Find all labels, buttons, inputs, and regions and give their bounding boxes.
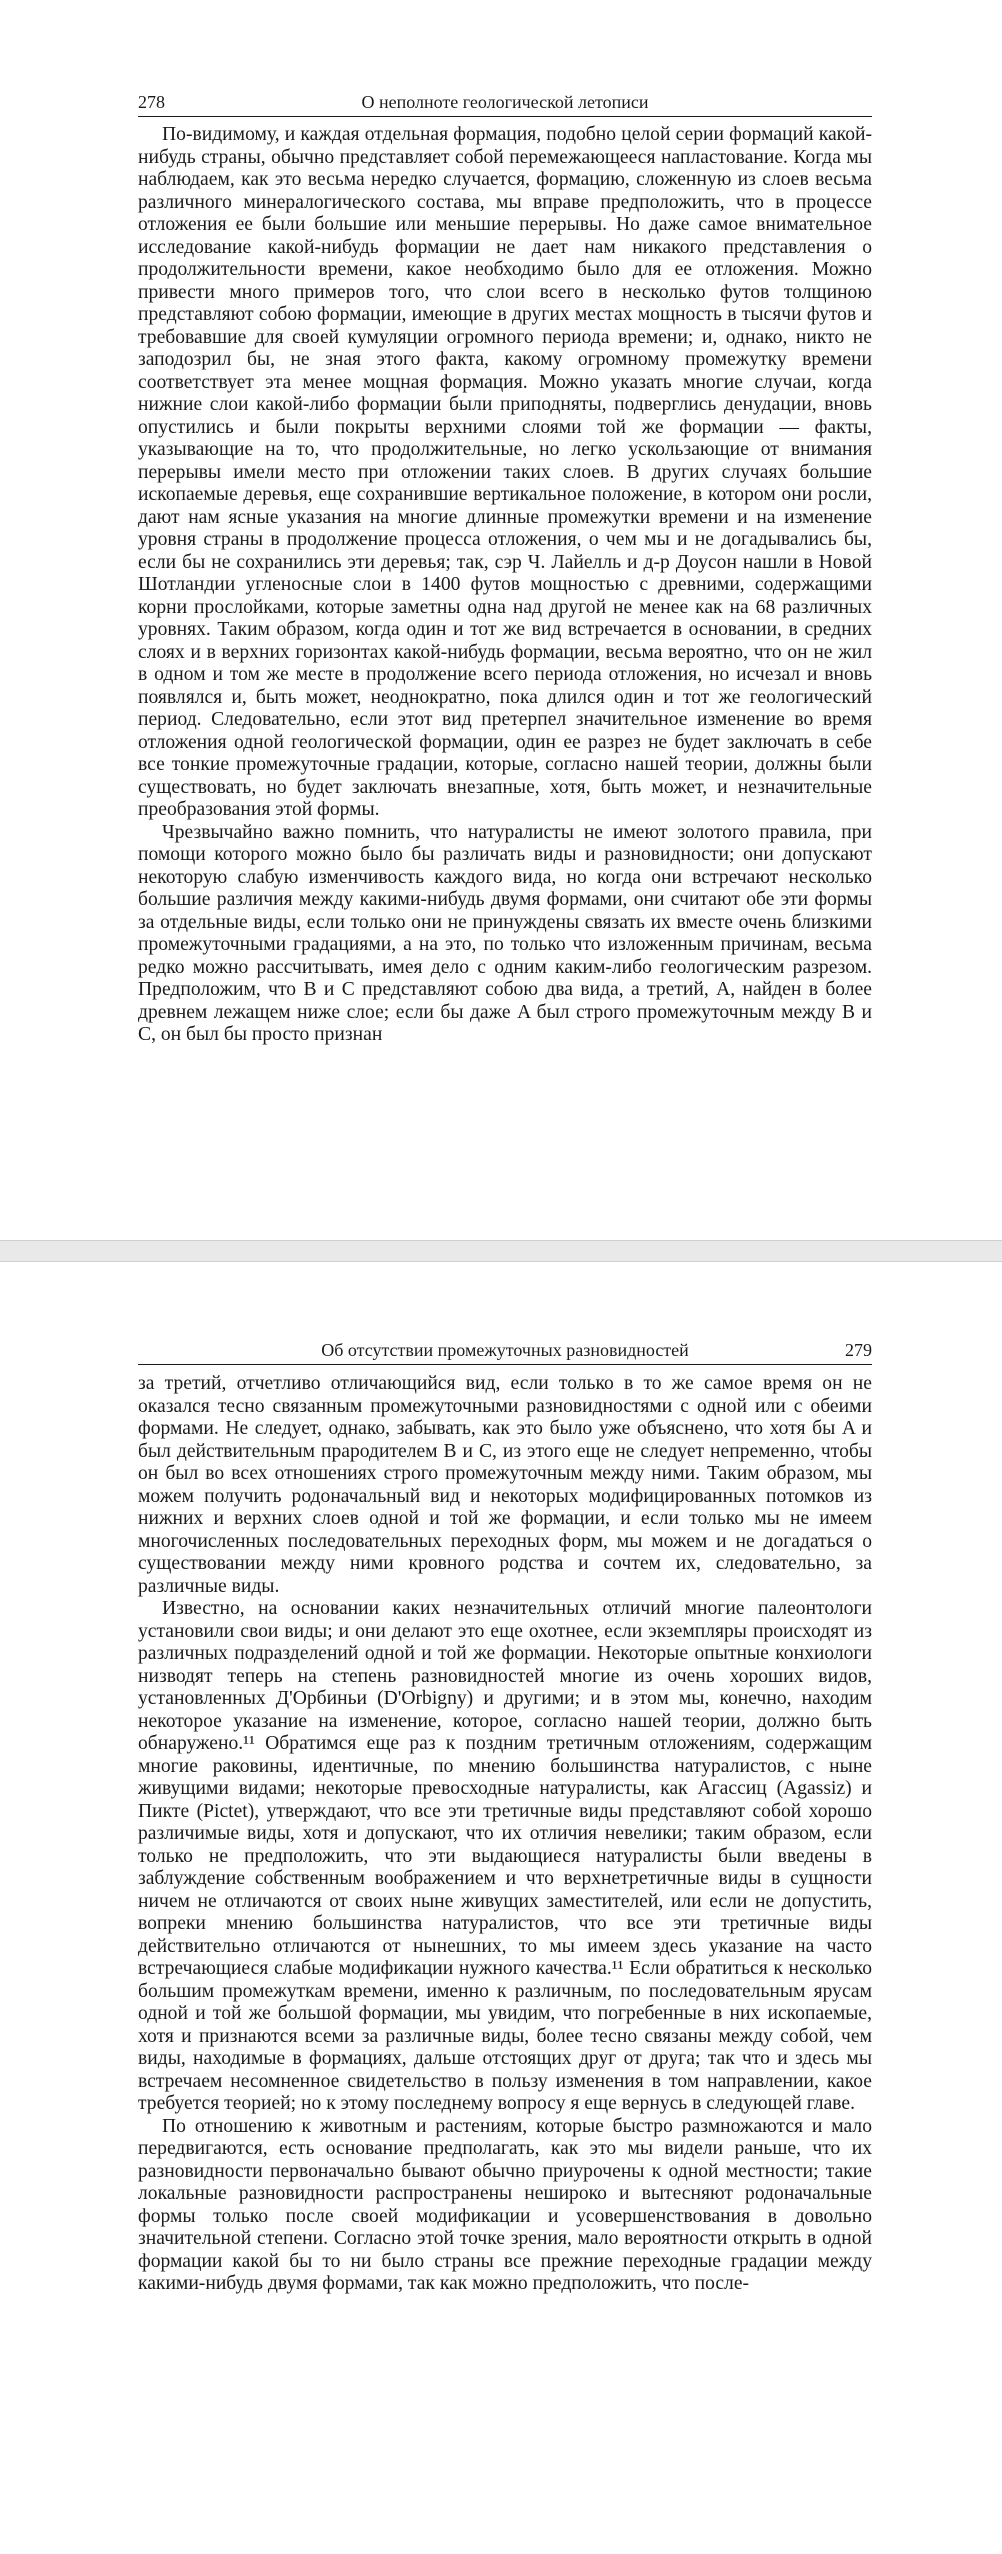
page-278 <box>0 0 1002 1240</box>
page-279 <box>0 1262 1002 2554</box>
page-number: 279 <box>845 1340 872 1360</box>
body-text <box>138 1373 872 2296</box>
paragraph: Известно, на основании каких незначительных отличий многие палеонтологи установили свои виды; и они делают это еще охотнее, если экземпляры происходят из различных подразделений одной и той же формации. Некоторые опытные конхиологи низводят теперь на степень разновидностей многие из очень хороших видов, установленных Д'Орбиньи (D'Orbigny) и другими; и в этом мы, конечно, находим некоторое указание на изменение, которое, согласно нашей теории, должно быть обнаружено.¹¹ Обратимся еще раз к поздним третичным отложениям, содержащим многие раковины, идентичные, по мнению большинства натуралистов, с ныне живущими видами; некоторые превосходные натуралисты, как Агассиц (Agassiz) и Пикте (Pictet), утверждают, что все эти третичные виды представляют собой хорошо различимые виды, хотя и допускают, что их отличия невелики; таким образом, если только не предположить, что эти выдающиеся натуралисты были введены в заблуждение собственным воображением и что верхнетретичные виды в сущности ничем не отличаются от своих ныне живущих заместителей, или если не допустить, вопреки мнению большинства натуралистов, что все эти третичные виды действительно отличаются от нынешних, то мы имеем здесь указание на часто встречающиеся слабые модификации нужного качества.¹¹ Если обратиться к несколько большим промежуткам времени, именно к различным, по последовательным ярусам одной и той же большой формации, мы увидим, что погребенные в них ископаемые, хотя и признаются всеми за различные виды, более тесно связаны между собой, чем виды, находимые в формациях, дальше отстоящих друг от друга; так что и здесь мы встречаем несомненное свидетельство в пользу изменения в том направлении, какое требуется теорией; но к этому последнему вопросу я еще вернусь в следующей главе. <box>138 1598 872 2114</box>
body-text <box>138 124 872 1047</box>
running-title: Об отсутствии промежуточных разновидностей <box>321 1340 689 1360</box>
paragraph: за третий, отчетливо отличающийся вид, если только в то же самое время он не оказался тесно связанным промежуточными разновидностями с одной или с обеими формами. Не следует, однако, забывать, как это было уже объяснено, что хотя бы A и был действительным прародителем B и C, из этого еще не следует непременно, чтобы он был во всех отношениях строго промежуточным между ними. Таким образом, мы можем получить родоначальный вид и некоторых модифицированных потомков из нижних и верхних слоев одной и той же формации, и если только мы не имеем многочисленных последовательных переходных форм, мы можем и не догадаться о существовании между ними кровного родства и сочтем их, следовательно, за различные виды. <box>138 1373 872 1597</box>
running-title: О неполноте геологической летописи <box>361 92 649 112</box>
paragraph: По отношению к животным и растениям, которые быстро размножаются и мало передвигаются, есть основание предполагать, как это мы видели раньше, что их разновидности первоначально бывают обычно приурочены к одной местности; такие локальные разновидности распространены неширoко и вытесняют родоначальные формы только после своей модификации и усовершенствования в довольно значительной степени. Согласно этой точке зрения, мало вероятности открыть в одной формации какой бы то ни было страны все прежние переходные градации между какими-нибудь двумя формами, так как можно предположить, что после- <box>138 2115 872 2294</box>
page-gap <box>0 1240 1002 1262</box>
header-rule <box>138 116 872 117</box>
page-number: 278 <box>138 92 165 112</box>
paragraph: Чрезвычайно важно помнить, что натуралисты не имеют золотого правила, при помощи которого можно было бы различать виды и разновидности; они допускают некоторую слабую изменчивость каждого вида, но когда они встречают несколько большие различия между какими-нибудь двумя формами, они считают обе эти формы за отдельные виды, если только они не принуждены связать их вместе очень близкими промежуточными градациями, а на это, по только что изложенным причинам, весьма редко можно рассчитывать, имея дело с одним каким-либо геологическим разрезом. Предположим, что B и C представляют собою два вида, а третий, A, найден в более древнем лежащем ниже слое; если бы даже A был строго промежуточным между B и C, он был бы просто признан <box>138 821 872 1045</box>
paragraph: По-видимому, и каждая отдельная формация, подобно целой серии формаций какой-нибудь страны, обычно представляет собой перемежающееся напластование. Когда мы наблюдаем, как это весьма нередко случается, формацию, сложенную из слоев весьма различного минералогического состава, мы вправе предположить, что в процессе отложения ее были большие или меньшие перерывы. Но даже самое внимательное исследование какой-нибудь формации не дает нам никакого представления о продолжительности времени, какое необходимо было для ее отложения. Можно привести много примеров того, что слои всего в несколько футов толщиною представляют собою формации, имеющие в других местах мощность в тысячи футов и требовавшие для своей кумуляции огромного периода времени; и, однако, никто не заподозрил бы, не зная этого факта, какому огромному промежутку времени соответствует эта менее мощная формация. Можно указать многие случаи, когда нижние слои какой-либо формации были приподняты, подверглись денудации, вновь опустились и были покрыты верхними слоями той же формации — факты, указывающие на то, что продолжительные, но легко ускользающие от внимания перерывы имели место при отложении таких слоев. В других случаях большие ископаемые деревья, еще сохранившие вертикальное положение, в котором они росли, дают нам ясные указания на многие длинные промежутки времени и на изменение уровня страны в продолжение процесса отложения, о чем мы и не догадывались бы, если бы не сохранились эти деревья; так, сэр Ч. Лайелль и д-р Доусон нашли в Новой Шотландии угленосные слои в 1400 футов мощностью с древними, содержащими корни прослойками, которые заметны одна над другой не менее как на 68 различных уровнях. Таким образом, когда один и тот же вид встречается в основании, в средних слоях и в верхних горизонтах какой-нибудь формации, весьма вероятно, что он не жил в одном и том же месте в продолжение всего периода отложения, но исчезал и вновь появлялся и, быть может, неоднократно, пока длился один и тот же геологический период. Следовательно, если этот вид претерпел значительное изменение во время отложения одной геологической формации, один ее разрез не будет заключать в себе все тонкие промежуточные градации, которые, согласно нашей теории, должны были существовать, но будет заключать внезапные, хотя, быть может, и незначительные преобразования этой формы. <box>138 124 872 820</box>
header-rule <box>138 1364 872 1365</box>
